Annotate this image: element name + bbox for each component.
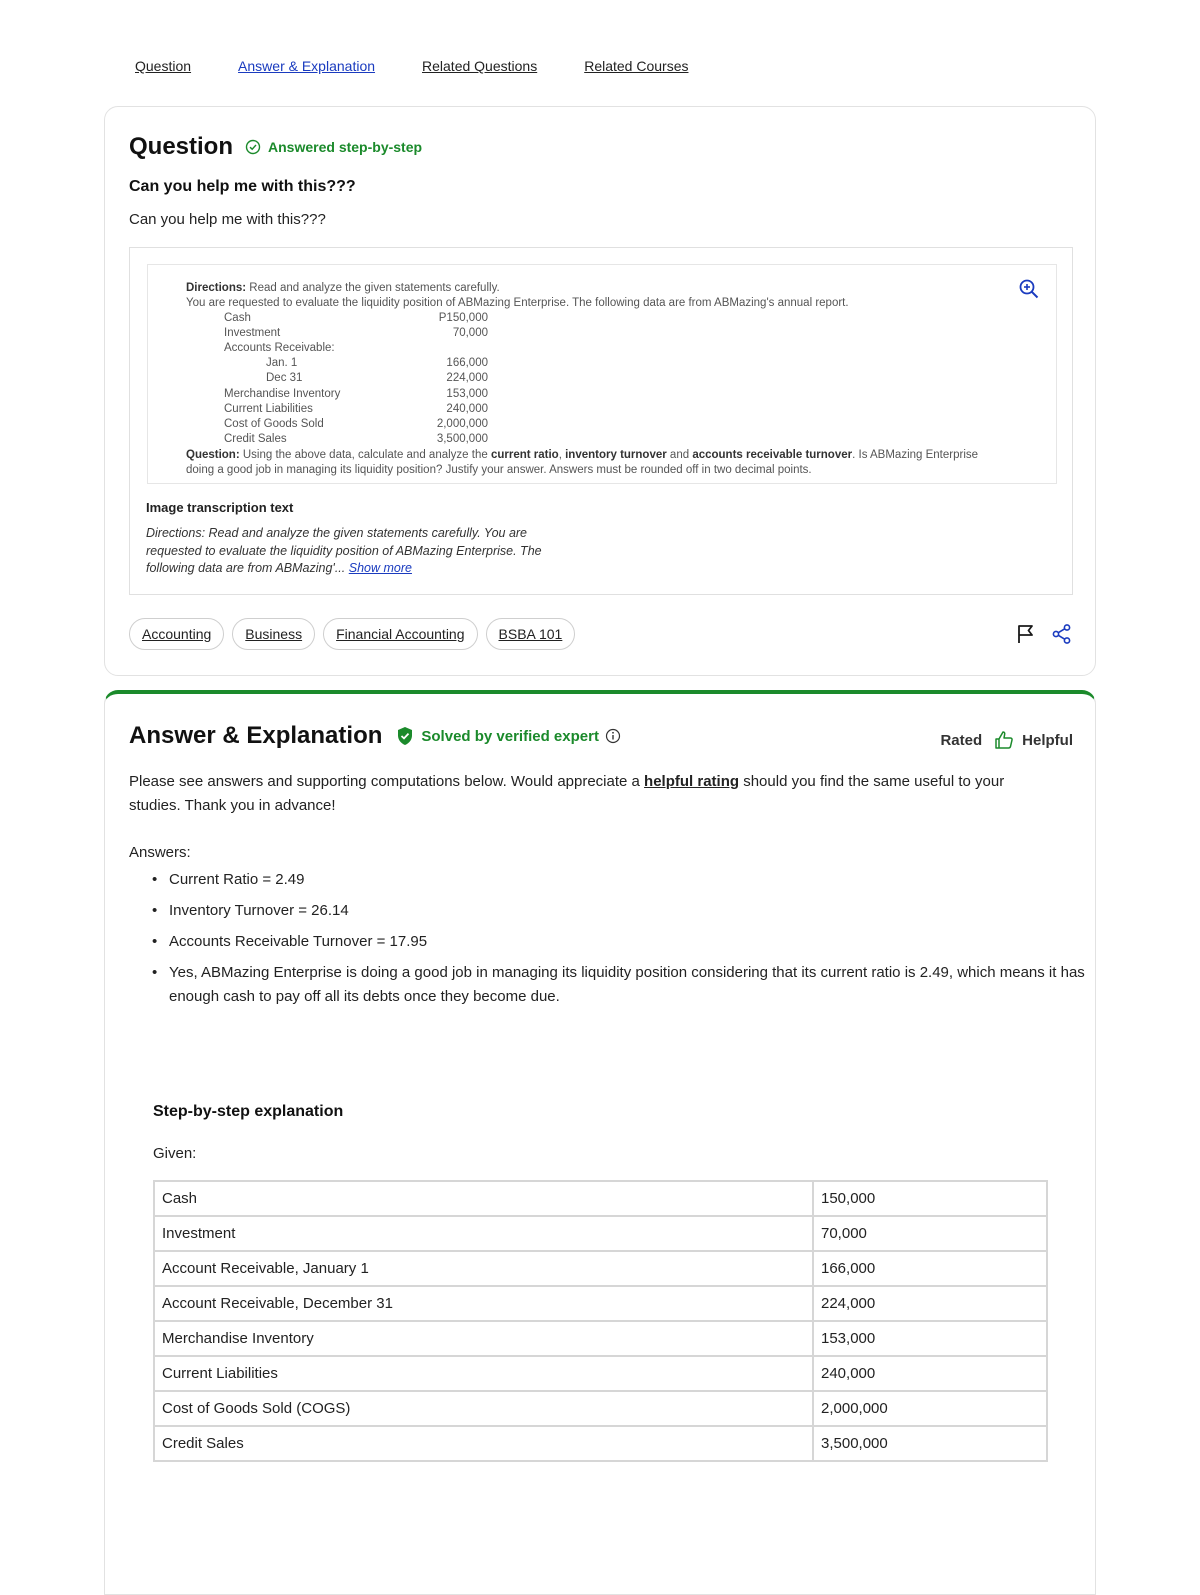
tab-related-courses[interactable]: Related Courses [584,58,689,74]
table-cell-value: 2,000,000 [813,1391,1047,1426]
scan-row-label: Accounts Receivable: [224,342,335,355]
scan-row-label: Merchandise Inventory [224,387,341,400]
scan-question-text: Using the above data, calculate and analyze the [242,449,488,461]
answer-card [104,690,1096,1595]
answers-list [129,868,1109,1016]
scan-row-value: 240,000 [446,402,488,415]
tag-accounting[interactable]: Accounting [129,618,224,650]
answered-badge-label: Answered step-by-step [268,139,423,155]
answer-intro-text-1: Please see answers and supporting computations below. Would appreciate a [129,773,640,790]
flag-icon[interactable] [1015,623,1037,645]
transcription-title: Image transcription text [146,500,294,515]
scan-row-label: Dec 31 [266,372,303,385]
scan-and: and [669,449,690,461]
table-cell-value: 153,000 [813,1321,1047,1356]
question-header [129,133,422,161]
verified-label: Solved by verified expert [421,727,599,745]
question-title: Question [129,133,234,160]
table-row [154,1426,1047,1461]
scan-row-label: Jan. 1 [266,357,298,370]
table-cell-item: Merchandise Inventory [154,1321,813,1356]
answer-intro [129,770,1049,818]
verified-shield-icon [396,726,414,746]
answer-title: Answer & Explanation [129,722,383,749]
question-body: Can you help me with this??? [129,211,326,228]
scan-row-value: P150,000 [438,312,488,324]
helpful-label: Helpful [1022,731,1073,749]
table-cell-item: Cash [154,1181,813,1216]
given-table [153,1180,1048,1462]
answered-badge [245,139,422,155]
question-image[interactable] [147,264,1057,484]
table-row [154,1216,1047,1251]
share-icon[interactable] [1051,623,1073,645]
table-row [154,1321,1047,1356]
scan-question-text-3: doing a good job in managing its liquidity position? Justify your answer. Answers must be rounded off in two decimal points. [186,464,812,476]
scan-row-value: 224,000 [446,372,488,385]
table-cell-item: Investment [154,1216,813,1251]
scan-row-value: 70,000 [452,327,488,340]
scan-row-label: Credit Sales [224,432,287,445]
tag-list [129,618,583,650]
scan-row-value: 2,000,000 [436,417,488,430]
question-subtitle: Can you help me with this??? [129,178,356,195]
check-circle-icon [245,139,261,155]
scan-question-text-2: . Is ABMazing Enterprise [852,449,979,461]
given-label: Given: [153,1145,197,1162]
tab-question[interactable]: Question [135,58,192,74]
scan-bold-inventory: inventory turnover [565,449,667,461]
tab-answer-explanation[interactable]: Answer & Explanation [238,58,376,74]
table-row [154,1391,1047,1426]
table-cell-value: 3,500,000 [813,1426,1047,1461]
transcription-body: Directions: Read and analyze the given statements carefully. You are requested to evaluate the liquidity position of ABMazing Enterprise. The following data are from ABMazing'... [146,526,542,575]
scan-directions-text: Read and analyze the given statements carefully. [249,282,500,294]
list-item: • Inventory Turnover = 26.14 [169,899,1109,923]
thumbs-up-icon[interactable] [994,730,1014,750]
list-item: • Accounts Receivable Turnover = 17.95 [169,930,1109,954]
scan-row-value: 166,000 [446,357,488,370]
table-cell-value: 150,000 [813,1181,1047,1216]
table-cell-item: Credit Sales [154,1426,813,1461]
tab-related-questions[interactable]: Related Questions [422,58,538,74]
scan-row-label: Investment [224,327,281,340]
list-item: • Current Ratio = 2.49 [169,868,1109,892]
table-row [154,1181,1047,1216]
table-cell-value: 240,000 [813,1356,1047,1391]
zoom-in-icon[interactable] [1018,278,1040,300]
tag-business[interactable]: Business [232,618,315,650]
tag-bsba-101[interactable]: BSBA 101 [486,618,576,650]
scan-bold-current: current ratio [490,449,559,461]
answer-header [129,722,628,750]
table-cell-item: Cost of Goods Sold (COGS) [154,1391,813,1426]
info-icon[interactable] [605,728,621,744]
step-by-step-title: Step-by-step explanation [153,1103,344,1120]
table-row [154,1251,1047,1286]
transcription-text [146,525,566,578]
scan-directions-label: Directions: [186,282,247,294]
show-more-link[interactable]: Show more [348,561,412,575]
rated-label: Rated [940,731,983,749]
table-cell-value: 224,000 [813,1286,1047,1321]
scan-intro: You are requested to evaluate the liquidity position of ABMazing Enterprise. The following data are from ABMazing's annual report. [186,297,849,309]
table-cell-item: Account Receivable, January 1 [154,1251,813,1286]
question-card [104,106,1096,676]
scan-row-value: 153,000 [446,387,488,400]
tag-financial-accounting[interactable]: Financial Accounting [323,618,477,650]
table-cell-value: 166,000 [813,1251,1047,1286]
scan-question-label: Question: [186,449,240,461]
verified-badge [396,726,628,746]
scan-bold-ar: accounts receivable turnover [692,449,853,461]
section-tabs [135,58,735,74]
table-cell-item: Current Liabilities [154,1356,813,1391]
scan-row-label: Cash [224,312,251,324]
scan-row-value: 3,500,000 [436,432,488,445]
scan-comma: , [558,449,562,461]
scan-row-label: Current Liabilities [224,402,313,415]
table-row [154,1286,1047,1321]
table-cell-value: 70,000 [813,1216,1047,1251]
question-image-box [129,247,1073,595]
helpful-rating-link[interactable]: helpful rating [644,773,740,790]
scan-row-label: Cost of Goods Sold [224,417,324,430]
answers-label: Answers: [129,844,191,861]
table-row [154,1356,1047,1391]
answer-intro-text-2: should you find the same useful to your studies. Thank you in advance! [129,773,1005,814]
rating-status [940,730,1073,750]
question-actions [1015,623,1073,645]
list-item: • Yes, ABMazing Enterprise is doing a good job in managing its liquidity position considering that its current ratio is 2.49, which means it has enough cash to pay off all its debts once they become due. [169,961,1109,1009]
table-cell-item: Account Receivable, December 31 [154,1286,813,1321]
